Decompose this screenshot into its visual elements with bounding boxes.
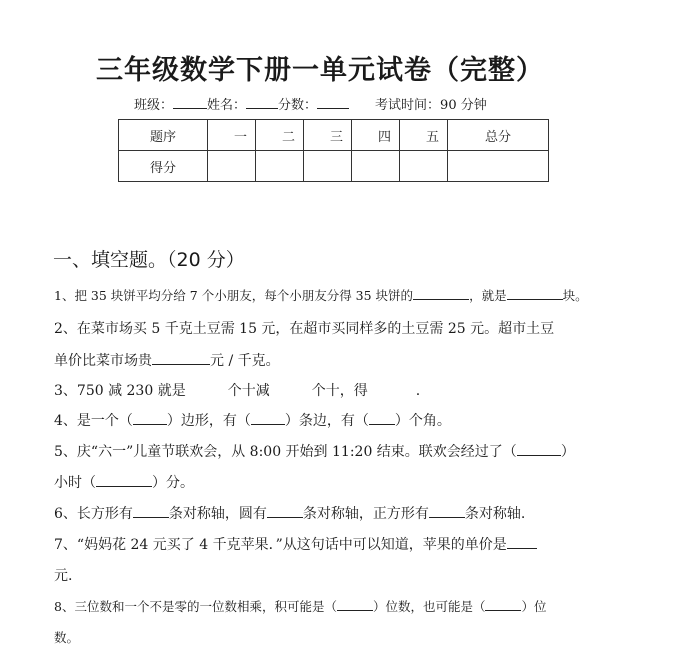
answer-blank [485,597,521,611]
score-table-score-row [119,151,549,182]
question-8-line-1 [54,597,547,615]
question-text: ）边形，有（ [166,413,251,429]
score-cell [208,151,256,182]
question-5-line-1 [54,441,575,461]
score-blank [317,96,349,109]
class-label: 班级： [134,98,174,113]
header-cell: 四 [352,120,400,151]
question-text: ）条边，有（ [284,413,369,429]
question-text: 元 / 千克。 [210,353,280,369]
name-label: 姓名： [207,98,247,113]
answer-blank [337,597,373,611]
score-cell [352,151,400,182]
answer-blank [152,351,210,365]
question-text: ）位数，也可能是（ [372,599,486,614]
question-5-line-2 [54,472,194,492]
question-3 [54,380,420,400]
header-cell: 三 [304,120,352,151]
student-info-line [134,94,487,113]
name-blank [246,96,278,109]
class-blank [173,96,207,109]
score-table-header-row [119,120,549,151]
question-2-line-2 [54,350,280,370]
question-2-line-1: 2、在菜市场买 5 千克土豆需 15 元，在超市买同样多的土豆需 25 元。超市土豆 [54,321,555,337]
question-text: ）位 [521,599,547,614]
answer-blank [267,504,303,518]
question-text: 6、长方形有 [54,506,133,522]
question-text: 条对称轴，圆有 [168,506,267,522]
answer-blank [133,504,169,518]
question-1 [54,286,588,304]
header-cell: 题序 [119,120,208,151]
question-text: 4、是一个（ [54,413,133,429]
header-cell: 二 [256,120,304,151]
answer-blank [507,286,563,300]
question-text: 单价比菜市场贵 [54,353,152,369]
page-title: 三年级数学下册一单元试卷（完整） [96,55,544,86]
question-text: 5、庆“六一”儿童节联欢会，从 8:00 开始到 11:20 结束。联欢会经过了（ [54,444,517,460]
answer-blank [413,286,469,300]
question-8-line-2: 数。 [54,630,80,645]
question-text: ，就是 [469,288,507,303]
score-cell [304,151,352,182]
section-heading: 一、填空题。（20 分） [53,249,245,271]
question-text: ） [560,444,575,460]
answer-blank [133,411,167,425]
question-text: 条对称轴，正方形有 [302,506,429,522]
score-cell [256,151,304,182]
answer-blank [96,473,152,487]
question-text: 条对称轴. [464,506,526,522]
question-text: 8、三位数和一个不是零的一位数相乘，积可能是（ [54,599,337,614]
question-text: 7、“妈妈花 24 元买了 4 千克苹果．”从这句话中可以知道，苹果的单价是 [54,537,507,553]
answer-blank [369,411,395,425]
question-text: 1、把 35 块饼平均分给 7 个小朋友，每个小朋友分得 35 块饼的 [54,288,414,303]
answer-blank [251,411,285,425]
question-7-line-2: 元. [54,568,73,584]
header-cell: 五 [400,120,448,151]
question-6 [54,503,525,523]
question-text: 小时（ [54,475,96,491]
answer-blank [429,504,465,518]
question-text: 3、750 减 230 就是 [54,383,186,399]
row-label: 得分 [119,151,208,182]
header-cell: 一 [208,120,256,151]
question-7-line-1 [54,534,537,554]
score-cell [400,151,448,182]
exam-time: 考试时间：90 分钟 [375,98,487,113]
question-text: ）分。 [152,475,194,491]
question-text: 个十减 [227,383,270,399]
question-text: ）个角。 [394,413,451,429]
score-table [118,119,549,182]
header-cell: 总分 [448,120,549,151]
question-text: . [415,383,421,399]
question-text: 个十，得 [311,383,368,399]
answer-blank [507,535,537,549]
question-4 [54,410,451,430]
score-label: 分数： [278,98,318,113]
question-text: 块。 [562,288,588,303]
answer-blank [517,442,561,456]
score-cell [448,151,549,182]
